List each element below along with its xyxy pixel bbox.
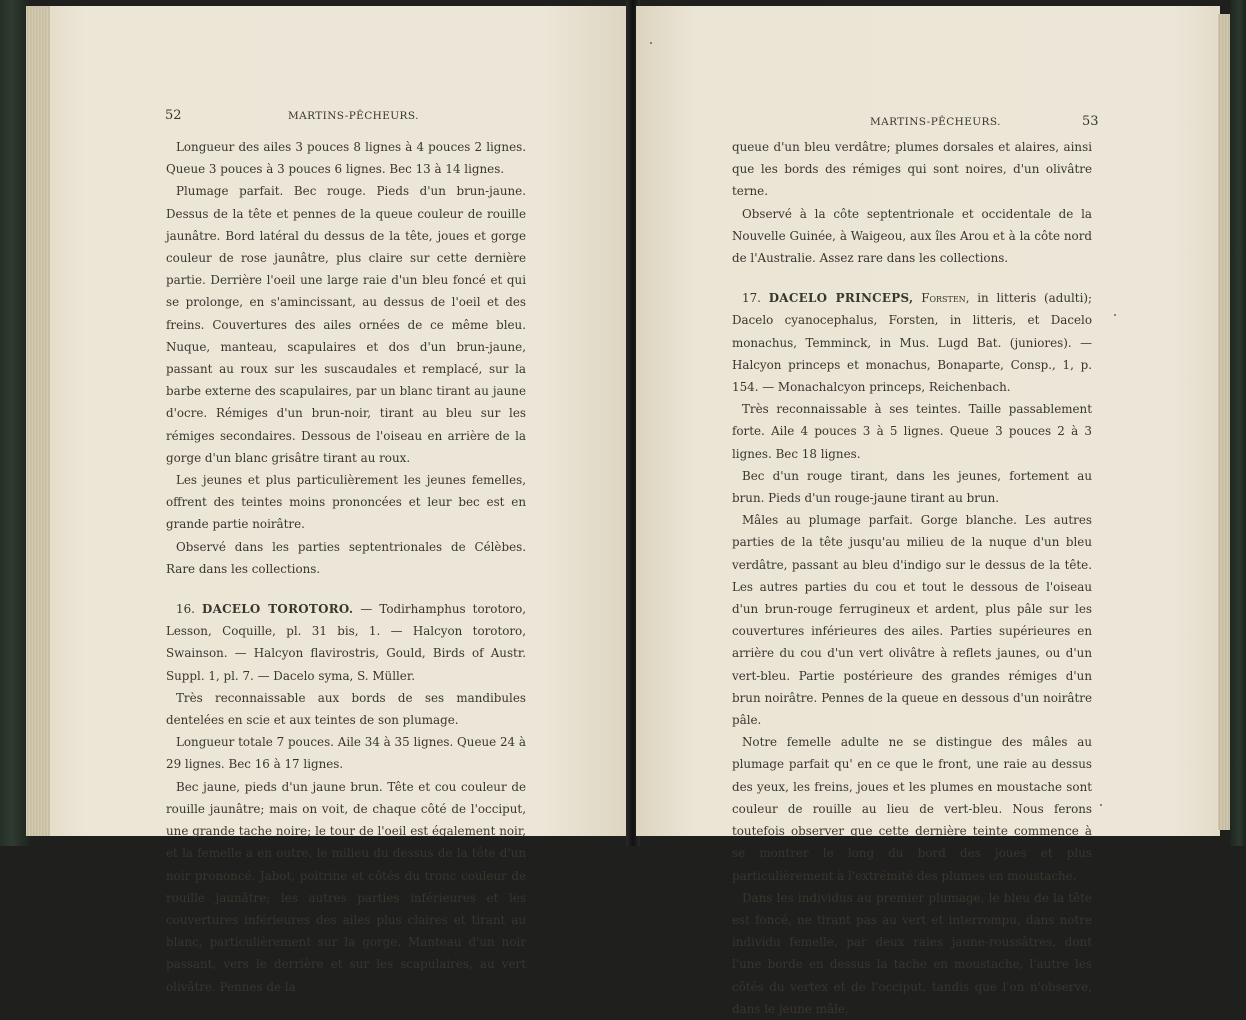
entry-number: 16. (176, 602, 195, 617)
synonymy: , in litteris (adulti); Dacelo cyanocephalus, Forsten, in litteris, et Dacelo monachus, Temminck, in Mus. Lugd Bat. (juniores). — Halcyon princeps et monachus, Bonaparte, Consp., 1, p. 154. — Monachalcyon princeps, Reichenbach. (732, 291, 1093, 395)
paper-speck (1114, 314, 1116, 316)
paragraph: queue d'un bleu verdâtre; plumes dorsales et alaires, ainsi que les bords des rémiges qui sont noires, d'un olivâtre terne. (732, 140, 1092, 199)
species-entry-16 (166, 598, 526, 687)
running-head-right: MARTINS-PÊCHEURS. (870, 116, 1001, 128)
species-entry-17 (732, 287, 1092, 398)
paragraph: Longueur des ailes 3 pouces 8 lignes à 4 pouces 2 lignes. Queue 3 pouces à 3 pouces 6 lignes. Bec 13 à 14 lignes. (166, 140, 526, 177)
left-page-text (166, 136, 526, 998)
paper-speck (1100, 804, 1102, 806)
right-page (636, 6, 1220, 1016)
paragraph: Longueur totale 7 pouces. Aile 34 à 35 lignes. Queue 24 à 29 lignes. Bec 16 à 17 lignes. (166, 735, 526, 772)
synonymy: — Todirhamphus torotoro, Lesson, Coquille, pl. 31 bis, 1. — Halcyon torotoro, Swainson. — Halcyon flavirostris, Gould, Birds of Austr. Suppl. 1, pl. 7. — Dacelo syma, S. Müller. (166, 602, 527, 683)
book-cover-right (1230, 0, 1246, 846)
paragraph: Très reconnaissable à ses teintes. Taille passablement forte. Aile 4 pouces 3 à 5 lignes. Queue 3 pouces 2 à 3 lignes. Bec 18 lignes. (732, 402, 1092, 461)
running-head-left: MARTINS-PÊCHEURS. (288, 110, 419, 122)
species-name: DACELO TOROTORO. (201, 602, 354, 617)
species-author: Forsten (921, 291, 966, 306)
left-page (50, 6, 630, 994)
page-edges-left (26, 6, 52, 836)
paragraph: Notre femelle adulte ne se distingue des mâles au plumage parfait qu' en ce que le front, une raie au dessus des yeux, les freins, joues et les plumes en moustache sont couleur de rouille au lieu de vert-bleu. Nous ferons toutefois observer que cette dernière teinte commence à se montrer le long du bord des joues et plus particulièrement à l'extrémité des plumes en moustache. (732, 735, 1092, 883)
paragraph: Les jeunes et plus particulièrement les jeunes femelles, offrent des teintes moins prononcées et leur bec est en grande partie noirâtre. (166, 473, 526, 532)
entry-number: 17. (742, 291, 761, 306)
paragraph: Bec d'un rouge tirant, dans les jeunes, fortement au brun. Pieds d'un rouge-jaune tirant au brun. (732, 468, 1092, 506)
paragraph: Dans les individus au premier plumage, le bleu de la tête est foncé, ne tirant pas au vert et interrompu, dans notre individu femelle, par deux raies jaune-roussâtres, dont l'une borde en dessus la tache en moustache, l'autre les côtés du vertex et de l'occiput, tandis que l'on n'observe, dans le jeune mâle, (732, 890, 1092, 1016)
paragraph: Très reconnaissable aux bords de ses mandibules dentelées en scie et aux teintes de son plumage. (166, 690, 526, 728)
paragraph: Plumage parfait. Bec rouge. Pieds d'un brun-jaune. Dessus de la tête et pennes de la queue couleur de rouille jaunâtre. Bord latéral du dessus de la tête, joues et gorge couleur de rose jaunâtre, plus claire sur cette dernière partie. Derrière l'oeil une large raie d'un bleu foncé et qui se prolonge, en s'amincissant, au dessus de l'oeil et des freins. Couvertures des ailes ornées de ce même bleu. Nuque, manteau, scapulaires et dos d'un brun-jaune, passant au roux sur les suscaudales et remplacé, sur la barbe externe des scapulaires, par un blanc tirant au jaune d'ocre. Rémiges d'un brun-noir, tirant au bleu sur les rémiges secondaires. Dessous de l'oiseau en arrière de la gorge d'un blanc grisâtre tirant au roux. (166, 184, 526, 465)
paper-speck (650, 42, 652, 44)
paragraph: Mâles au plumage parfait. Gorge blanche. Les autres parties de la tête jusqu'au milieu de la nuque d'un bleu verdâtre, passant au bleu d'indigo sur le dessus de la tête. Les autres parties du cou et tout le dessous de l'oiseau d'un brun-rouge ferrugineux et ardent, plus pâle sur les couvertures inférieures des ailes. Parties supérieures en arrière du cou d'un vert olivâtre à reflets jaunes, ou d'un vert-bleu. Partie postérieure des grandes rémiges d'un brun noirâtre. Pennes de la queue en dessous d'un noirâtre pâle. (732, 513, 1092, 728)
paragraph: Bec jaune, pieds d'un jaune brun. Tête et cou couleur de rouille jaunâtre; mais on voit, de chaque côté de l'occiput, une grande tache noire; le tour de l'oeil est également noir, et la femelle a en outre, le milieu du dessus de la tête d'un noir prononcé. Jabot, poitrine et côtés du tronc couleur de rouille jaunâtre; les autres parties inférieures et les couvertures inférieures des ailes plus claires et tirant au blanc, particulièrement sur la gorge. Manteau d'un noir passant, vers le derrière et sur les scapulaires, au vert olivâtre. Pennes de la (166, 779, 526, 994)
right-page-text (732, 136, 1092, 1020)
page-number-left: 52 (165, 108, 182, 123)
page-number-right: 53 (1082, 114, 1099, 129)
paragraph: Observé à la côte septentrionale et occidentale de la Nouvelle Guinée, à Waigeou, aux îles Arou et à la côte nord de l'Australie. Assez rare dans les collections. (732, 206, 1092, 266)
species-name: DACELO PRINCEPS, (768, 291, 914, 306)
paragraph: Observé dans les parties septentrionales de Célèbes. Rare dans les collections. (166, 539, 526, 576)
